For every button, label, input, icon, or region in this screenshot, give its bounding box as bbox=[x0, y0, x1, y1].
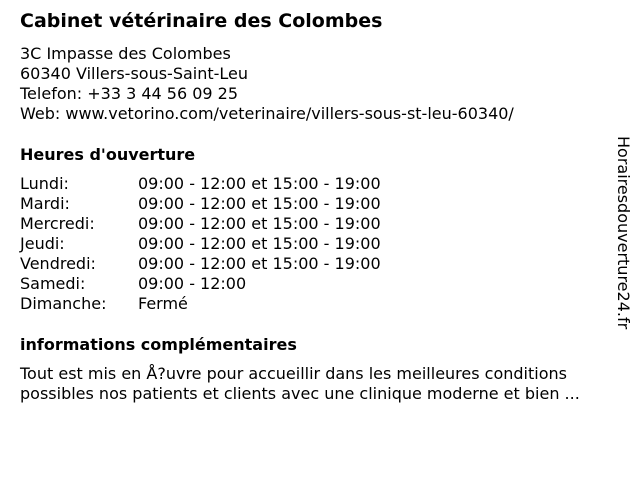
info-description bbox=[20, 364, 580, 404]
time-value: 09:00 - 12:00 et 15:00 - 19:00 bbox=[138, 214, 381, 233]
day-label: Jeudi: bbox=[20, 234, 65, 253]
hours-row-saturday bbox=[20, 274, 381, 294]
hours-row-sunday bbox=[20, 294, 381, 314]
time-value: 09:00 - 12:00 et 15:00 - 19:00 bbox=[138, 194, 381, 213]
info-line: Tout est mis en Å?uvre pour accueillir dans les meilleures conditions bbox=[20, 364, 567, 383]
site-watermark: Horairesdouverture24.fr bbox=[614, 136, 633, 330]
info-heading: informations complémentaires bbox=[20, 335, 297, 354]
website: Web: www.vetorino.com/veterinaire/villers-sous-st-leu-60340/ bbox=[20, 104, 514, 123]
phone-number: Telefon: +33 3 44 56 09 25 bbox=[20, 84, 239, 103]
day-label: Lundi: bbox=[20, 174, 69, 193]
time-value: 09:00 - 12:00 et 15:00 - 19:00 bbox=[138, 174, 381, 193]
time-value: 09:00 - 12:00 et 15:00 - 19:00 bbox=[138, 254, 381, 273]
time-value: 09:00 - 12:00 bbox=[138, 274, 247, 293]
info-line: possibles nos patients et clients avec une clinique moderne et bien ... bbox=[20, 384, 580, 403]
page-title: Cabinet vétérinaire des Colombes bbox=[20, 10, 383, 32]
hours-row-thursday bbox=[20, 234, 381, 254]
day-label: Samedi: bbox=[20, 274, 86, 293]
hours-row-friday bbox=[20, 254, 381, 274]
day-label: Vendredi: bbox=[20, 254, 96, 273]
hours-row-tuesday bbox=[20, 194, 381, 214]
time-value: Fermé bbox=[138, 294, 188, 313]
day-label: Mardi: bbox=[20, 194, 70, 213]
hours-row-wednesday bbox=[20, 214, 381, 234]
hours-row-monday bbox=[20, 174, 381, 194]
day-label: Mercredi: bbox=[20, 214, 95, 233]
address-block bbox=[20, 44, 514, 124]
address-city: 60340 Villers-sous-Saint-Leu bbox=[20, 64, 249, 83]
day-label: Dimanche: bbox=[20, 294, 107, 313]
address-street: 3C Impasse des Colombes bbox=[20, 44, 231, 63]
time-value: 09:00 - 12:00 et 15:00 - 19:00 bbox=[138, 234, 381, 253]
hours-heading: Heures d'ouverture bbox=[20, 145, 196, 164]
opening-hours-table bbox=[20, 174, 381, 314]
